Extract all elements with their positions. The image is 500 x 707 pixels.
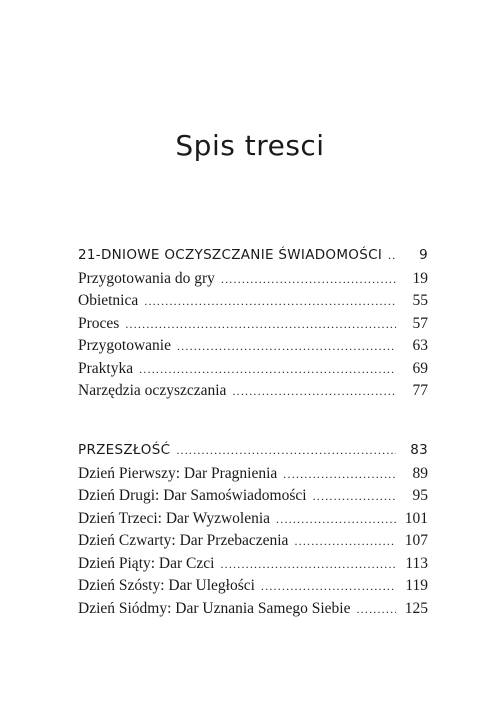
toc-entry	[78, 577, 428, 600]
toc-entry	[78, 382, 428, 405]
toc-entry-label: Proces	[78, 314, 120, 332]
toc-entry-label: Praktyka	[78, 359, 134, 377]
toc-entry	[78, 360, 428, 383]
toc-entry-label: Narzędzia oczyszczania	[78, 382, 227, 399]
dot-leader	[283, 467, 396, 482]
toc-entry-label: Dzień Siódmy: Dar Uznania Samego Siebie	[78, 599, 351, 617]
dot-leader	[313, 489, 396, 504]
toc-entry-label: Dzień Piąty: Dar Czci	[78, 554, 215, 572]
toc-entry-page: 19	[412, 269, 428, 287]
toc-entry-page: 125	[404, 599, 428, 617]
dot-leader	[125, 317, 396, 332]
dot-leader	[176, 443, 396, 458]
toc-entry	[78, 600, 428, 623]
toc-entry-page: 55	[412, 292, 428, 309]
toc-entry	[78, 292, 428, 315]
toc-entry-label: Dzień Czwarty: Dar Przebaczenia	[78, 532, 289, 549]
toc-entry	[78, 337, 428, 360]
toc-entry-label: Dzień Drugi: Dar Samoświadomości	[78, 487, 307, 504]
toc-entry	[78, 510, 428, 533]
toc-entry	[78, 315, 428, 338]
toc-entry-page: 101	[404, 509, 428, 527]
dot-leader	[220, 557, 396, 572]
toc-header-page: 9	[419, 247, 428, 263]
dot-leader	[388, 248, 396, 263]
dot-leader	[177, 339, 396, 354]
toc-entry-label: Przygotowania do gry	[78, 269, 215, 287]
toc-header-label: PRZESZŁOŚĆ	[78, 442, 171, 458]
toc-section-header	[78, 442, 428, 465]
toc-entry-page: 69	[412, 359, 428, 377]
toc-entry	[78, 465, 428, 488]
toc-entry-page: 119	[405, 577, 428, 594]
dot-leader	[294, 534, 396, 549]
toc-entry	[78, 270, 428, 293]
toc-entry-label: Obietnica	[78, 292, 139, 309]
toc-entry	[78, 532, 428, 555]
dot-leader	[221, 272, 396, 287]
toc-entry-page: 95	[412, 487, 428, 504]
dot-leader	[276, 512, 396, 527]
toc-entry-page: 113	[405, 554, 428, 572]
toc-entry	[78, 555, 428, 578]
toc-entry-label: Dzień Szósty: Dar Uległości	[78, 577, 255, 594]
toc-entry-label: Dzień Trzeci: Dar Wyzwolenia	[78, 509, 271, 527]
dot-leader	[232, 384, 396, 399]
dot-leader	[261, 579, 396, 594]
toc-entry-label: Dzień Pierwszy: Dar Pragnienia	[78, 464, 278, 482]
toc-entry-page: 89	[412, 464, 428, 482]
toc-header-label: 21-DNIOWE OCZYSZCZANIE ŚWIADOMOŚCI	[78, 247, 383, 263]
toc-section-cleansing	[78, 247, 428, 405]
toc-entry-page: 107	[404, 532, 428, 549]
toc-header-page: 83	[410, 442, 428, 458]
toc-entry-page: 77	[412, 382, 428, 399]
toc-entry-page: 57	[412, 314, 428, 332]
toc-section-header	[78, 247, 428, 270]
toc-section-past	[78, 442, 428, 622]
toc-entry-page: 63	[412, 337, 428, 354]
page-title: Spis tresci	[175, 128, 325, 162]
toc-entry-label: Przygotowanie	[78, 337, 171, 354]
dot-leader	[139, 362, 396, 377]
dot-leader	[356, 602, 396, 617]
toc-entry	[78, 487, 428, 510]
dot-leader	[144, 294, 396, 309]
